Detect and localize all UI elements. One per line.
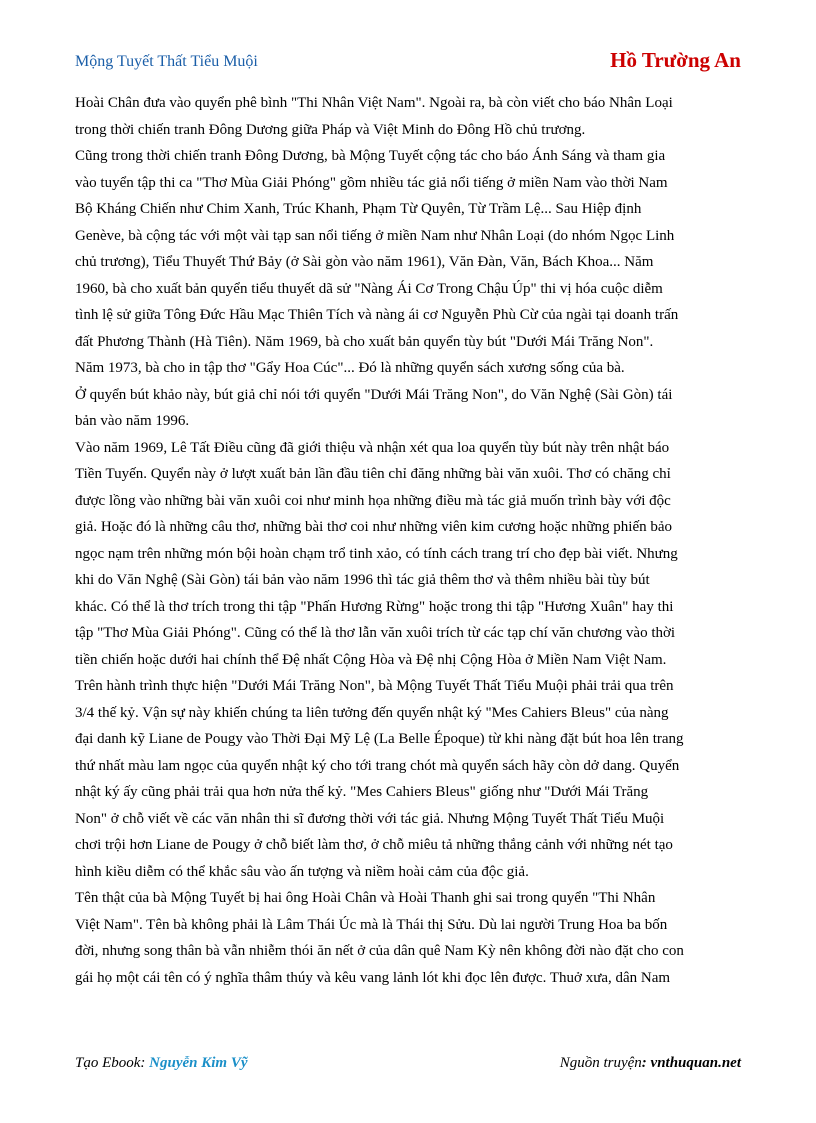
source-credit: Nguồn truyện: vnthuquan.net [559, 1055, 741, 1071]
text-line: trong thời chiến tranh Đông Dương giữa Pháp và Việt Minh do Đông Hồ chủ trương. [75, 121, 586, 138]
text-line: đời, nhưng song thân bà vẫn nhiễm thói ăn nết ở của dân quê Nam Kỳ nên không đời nào đặt cho con [75, 943, 684, 959]
text-line: Việt Nam". Tên bà không phải là Lâm Thái Úc mà là Thái thị Sửu. Dù lai người Trung Hoa ba bốn [75, 916, 668, 933]
text-line: khác. Có thể là thơ trích trong thi tập "Phấn Hương Rừng" hoặc trong thi tập "Hương Xuân" hay thi [75, 598, 674, 615]
page-footer [75, 1055, 741, 1077]
text-line: tình lệ sử giữa Tông Đức Hầu Mạc Thiên Tích và nàng ái cơ Nguyễn Phù Cừ của ngài tại doanh trấn [75, 307, 679, 323]
author-name: Hồ Trường An [610, 48, 741, 72]
page-header [75, 48, 741, 78]
text-line: Trên hành trình thực hiện "Dưới Mái Trăng Non", bà Mộng Tuyết Thất Tiểu Muội phải trải qua trên [75, 678, 674, 694]
text-line: Genève, bà cộng tác với một vài tạp san nổi tiếng ở miền Nam như Nhân Loại (do nhóm Ngọc Linh [75, 227, 675, 244]
text-line: giả. Hoặc đó là những câu thơ, những bài thơ coi như những viên kim cương hoặc những phiến bảo [75, 519, 673, 535]
text-line: vào tuyển tập thi ca "Thơ Mùa Giải Phóng" gồm nhiều tác giả nổi tiếng ở miền Nam vào thời Nam [75, 174, 668, 191]
book-title: Mộng Tuyết Thất Tiểu Muội [75, 53, 258, 70]
text-line: Bộ Kháng Chiến như Chim Xanh, Trúc Khanh, Phạm Từ Quyên, Từ Trầm Lệ... Sau Hiệp định [75, 201, 642, 217]
text-line: khi do Văn Nghệ (Sài Gòn) tái bản vào năm 1996 thì tác giả thêm thơ và thêm nhiều bài tùy bút [75, 572, 650, 588]
text-line: đất Phương Thành (Hà Tiên). Năm 1969, bà cho xuất bản quyển tùy bút "Dưới Mái Trăng Non". [75, 333, 654, 350]
ebook-label: Tạo Ebook [75, 1055, 141, 1071]
text-line: tiền chiến hoặc dưới hai chính thể Đệ nhất Cộng Hòa và Đệ nhị Cộng Hòa ở Miền Nam Việt Nam. [75, 651, 667, 668]
text-line: bản vào năm 1996. [75, 413, 190, 429]
text-line: Cũng trong thời chiến tranh Đông Dương, bà Mộng Tuyết cộng tác cho báo Ánh Sáng và tham gia [75, 148, 666, 164]
text-line: 3/4 thế kỷ. Vận sự này khiến chúng ta liên tưởng đến quyển nhật ký "Mes Cahiers Bleus" của nàng [75, 704, 669, 721]
text-line: chủ trương), Tiểu Thuyết Thứ Bảy (ở Sài gòn vào năm 1961), Văn Đàn, Văn, Bách Khoa... Năm [75, 254, 654, 270]
text-line: gái họ một cái tên có ý nghĩa thâm thúy và kêu vang lảnh lót khi đọc lên được. Thuở xưa, dân Nam [75, 969, 671, 986]
text-line: nhật ký ấy cũng phải trải qua hơn nửa thế kỷ. "Mes Cahiers Bleus" giống như "Dưới Mái Trăng [75, 784, 649, 800]
text-line: Tên thật của bà Mộng Tuyết bị hai ông Hoài Chân và Hoài Thanh ghi sai trong quyển "Thi Nhân [75, 890, 656, 906]
text-line: chơi trội hơn Liane de Pougy ở chỗ biết làm thơ, ở chỗ miêu tả những thắng cảnh với những nét tạo [75, 837, 673, 853]
text-line: Ở quyển bút khảo này, bút giả chỉ nói tới quyển "Dưới Mái Trăng Non", do Văn Nghệ (Sài Gòn) tái [75, 386, 673, 403]
text-line: Hoài Chân đưa vào quyển phê bình "Thi Nhân Việt Nam". Ngoài ra, bà còn viết cho báo Nhân Loại [75, 95, 673, 111]
text-line: ngọc nạm trên những món bội hoàn chạm trổ tinh xảo, có tính cách trang trí cho đẹp bài viết. Nhưng [75, 545, 678, 562]
text-line: hình kiều diễm có thể khắc sâu vào ấn tượng và niềm hoài cảm của độc giả. [75, 863, 529, 880]
text-line: Năm 1973, bà cho in tập thơ "Gẩy Hoa Cúc"... Đó là những quyển sách xương sống của bà. [75, 360, 625, 376]
text-line: thứ nhất màu lam ngọc của quyển nhật ký cho tới trang chót mà quyển sách hãy còn dở dang. Quyển [75, 757, 680, 774]
text-line: đại danh kỹ Liane de Pougy vào Thời Đại Mỹ Lệ (La Belle Époque) từ khi nàng đặt bút hoa lên trang [75, 731, 684, 747]
source-label: Nguồn truyện [559, 1055, 642, 1071]
text-line: được lồng vào những bài văn xuôi coi như minh họa những điều mà tác giả muốn trình bày với độc [75, 492, 671, 509]
text-line: 1960, bà cho xuất bản quyển tiểu thuyết dã sử "Nàng Ái Cơ Trong Chậu Úp" thi vị hóa cuộc diễm [75, 280, 663, 297]
text-line: tập "Thơ Mùa Giải Phóng". Cũng có thể là thơ lẫn văn xuôi trích từ các tạp chí văn chương vào thời [75, 625, 676, 641]
ebook-credit: Tạo Ebook: Nguyễn Kim Vỹ [75, 1055, 248, 1071]
text-line: Tiền Tuyến. Quyển này ở lượt xuất bản lần đầu tiên chỉ đăng những bài văn xuôi. Thơ có chăng chỉ [75, 466, 671, 482]
source-site: vnthuquan.net [650, 1055, 741, 1071]
text-line: Vào năm 1969, Lê Tất Điều cũng đã giới thiệu và nhận xét qua loa quyển tùy bút này trên nhật báo [75, 439, 670, 456]
text-line: Non" ở chỗ viết về các văn nhân thi sĩ đương thời với tác giả. Nhưng Mộng Tuyết Thất Tiểu Muội [75, 810, 665, 827]
ebook-creator-name: Nguyễn Kim Vỹ [149, 1055, 248, 1071]
body-text [75, 90, 743, 991]
